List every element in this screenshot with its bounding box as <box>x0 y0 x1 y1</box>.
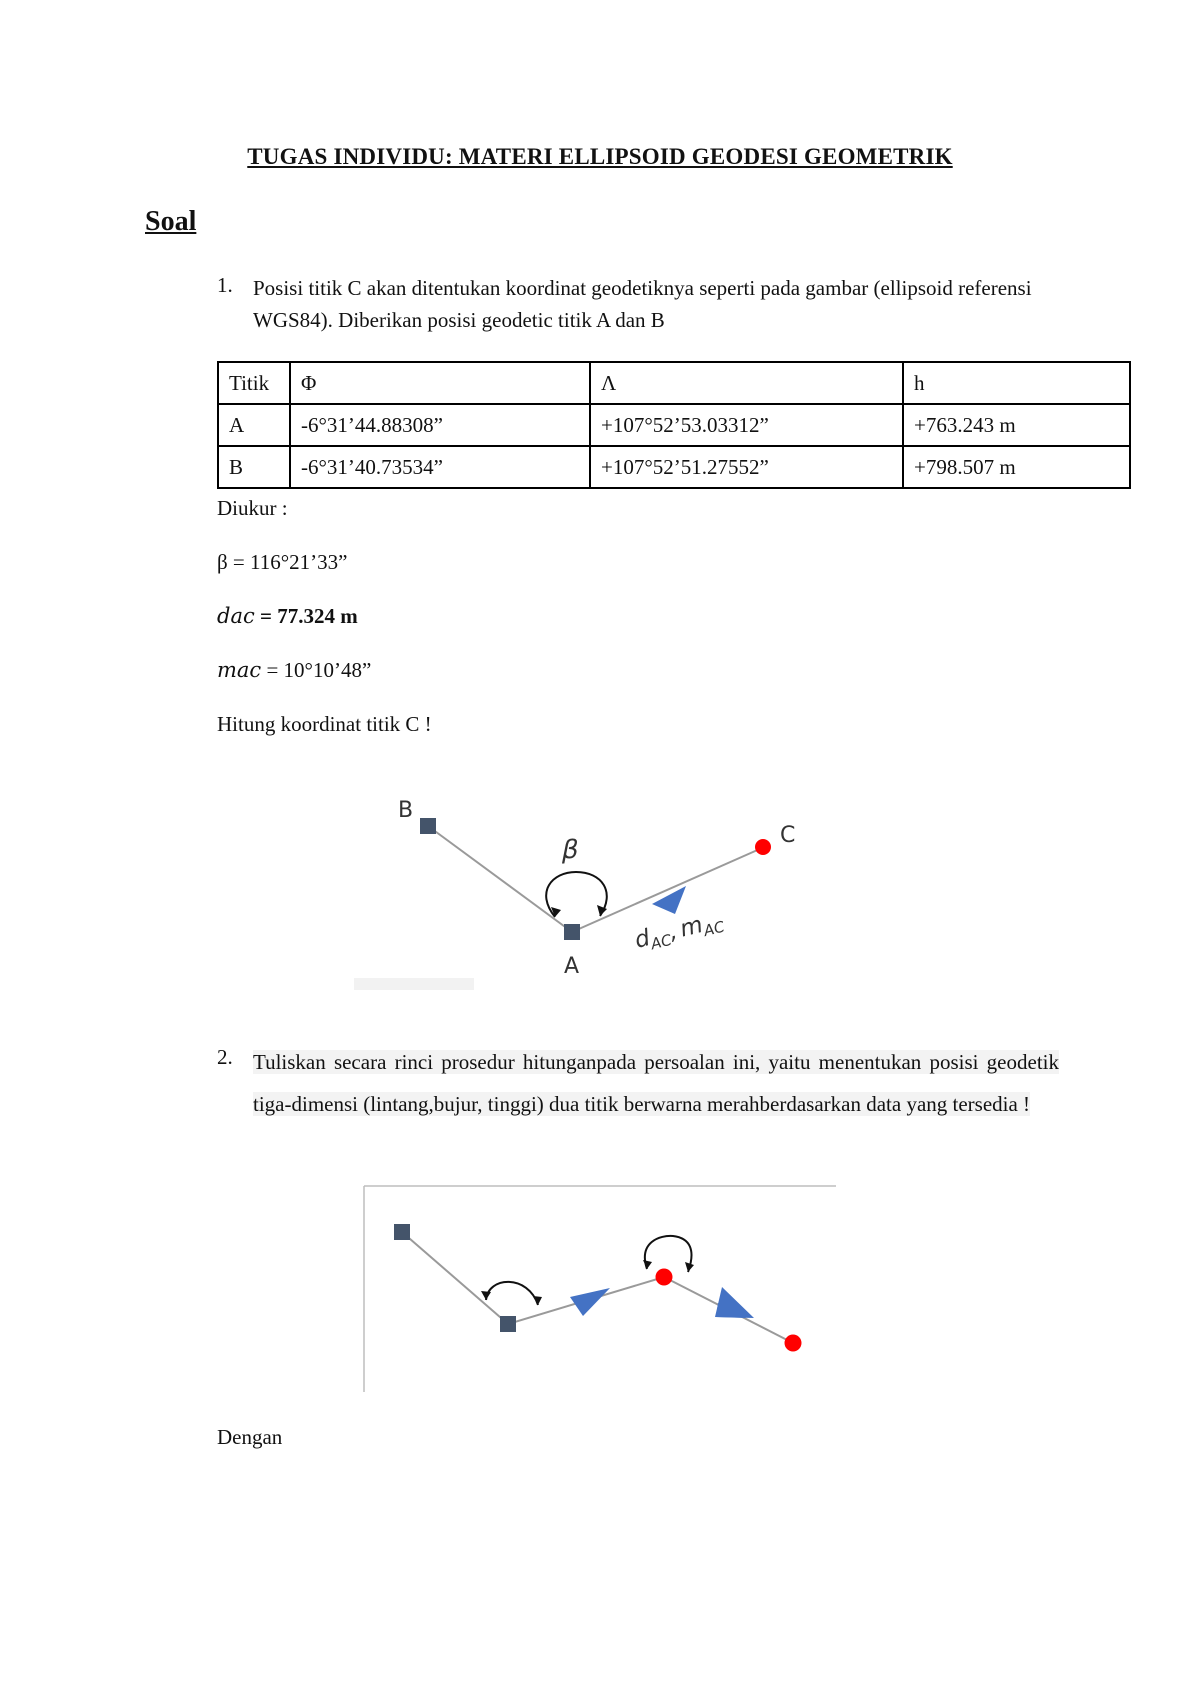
instruction-text: Hitung koordinat titik C ! <box>217 712 432 736</box>
azimuth-measurement <box>217 658 371 683</box>
table-cell: +107°52’51.27552” <box>590 446 903 488</box>
table-header-cell: Titik <box>218 362 290 404</box>
table-row <box>218 404 1130 446</box>
azimuth-symbol: mac <box>217 658 262 682</box>
table-cell: A <box>218 404 290 446</box>
label-beta: β <box>562 835 579 865</box>
arc-arrowhead <box>643 1260 652 1269</box>
table-header-cell: Φ <box>290 362 590 404</box>
footer-text: Dengan <box>217 1425 283 1449</box>
label-b: B <box>398 798 414 823</box>
known-point-marker <box>394 1224 410 1240</box>
measured-label: Diukur : <box>217 496 288 520</box>
direction-arrow <box>715 1287 754 1318</box>
distance-symbol: dac <box>217 604 255 628</box>
label-a: A <box>564 954 580 979</box>
label-d: d <box>632 925 653 954</box>
table-cell: +763.243 m <box>903 404 1130 446</box>
angle-arc <box>486 1282 538 1305</box>
point-c-marker <box>755 839 771 855</box>
section-heading: Soal <box>145 206 197 237</box>
unknown-point-marker <box>656 1269 673 1286</box>
point-b-marker <box>420 818 436 834</box>
line-ba <box>428 826 572 932</box>
arc-arrowhead <box>533 1296 542 1305</box>
direction-arrow <box>570 1288 610 1316</box>
label-comma: , <box>666 918 680 946</box>
point-a-marker <box>564 924 580 940</box>
beta-measurement: β = 116°21’33” <box>217 550 348 574</box>
table-cell: +798.507 m <box>903 446 1130 488</box>
table-header-row <box>218 362 1130 404</box>
table-cell: -6°31’44.88308” <box>290 404 590 446</box>
question-1-number: 1. <box>217 273 233 297</box>
angle-arc <box>645 1236 692 1272</box>
figure-1-traverse <box>340 790 860 990</box>
label-m: m <box>677 911 706 943</box>
question-2-text-content: Tuliskan secara rinci prosedur hitunganpada persoalan ini, yaitu menentukan posisi geodetik tiga-dimensi (lintang,bujur, tinggi) dua titik berwarna merahberdasarkan data yang tersedia ! <box>253 1050 1059 1116</box>
distance-measurement <box>217 604 358 629</box>
figure-artifact <box>354 978 474 990</box>
distance-value: = 77.324 m <box>259 604 358 628</box>
table-cell: +107°52’53.03312” <box>590 404 903 446</box>
label-m-subscript: AC <box>701 917 727 941</box>
unknown-point-marker <box>785 1335 802 1352</box>
label-c: C <box>780 823 796 848</box>
label-d-subscript: AC <box>648 930 674 954</box>
table-cell: B <box>218 446 290 488</box>
known-point-marker <box>500 1316 516 1332</box>
question-1-text: Posisi titik C akan ditentukan koordinat geodetiknya seperti pada gambar (ellipsoid referensi WGS84). Diberikan posisi geodetic titik A dan B <box>253 276 1032 332</box>
question-2-number: 2. <box>217 1045 233 1069</box>
table-row <box>218 446 1130 488</box>
azimuth-value: = 10°10’48” <box>266 658 372 682</box>
svg-text:dAC,mAC <box>632 907 727 957</box>
label-distance-azimuth <box>632 907 727 957</box>
table-header-cell: h <box>903 362 1130 404</box>
table-header-cell: Λ <box>590 362 903 404</box>
arc-arrowhead <box>481 1291 491 1300</box>
document-title: TUGAS INDIVIDU: MATERI ELLIPSOID GEODESI GEOMETRIK <box>247 144 953 169</box>
coordinates-table <box>217 361 1131 489</box>
question-2-text <box>253 1041 1059 1125</box>
figure-2-traverse <box>360 1180 840 1395</box>
line-segment <box>402 1232 508 1324</box>
table-cell: -6°31’40.73534” <box>290 446 590 488</box>
